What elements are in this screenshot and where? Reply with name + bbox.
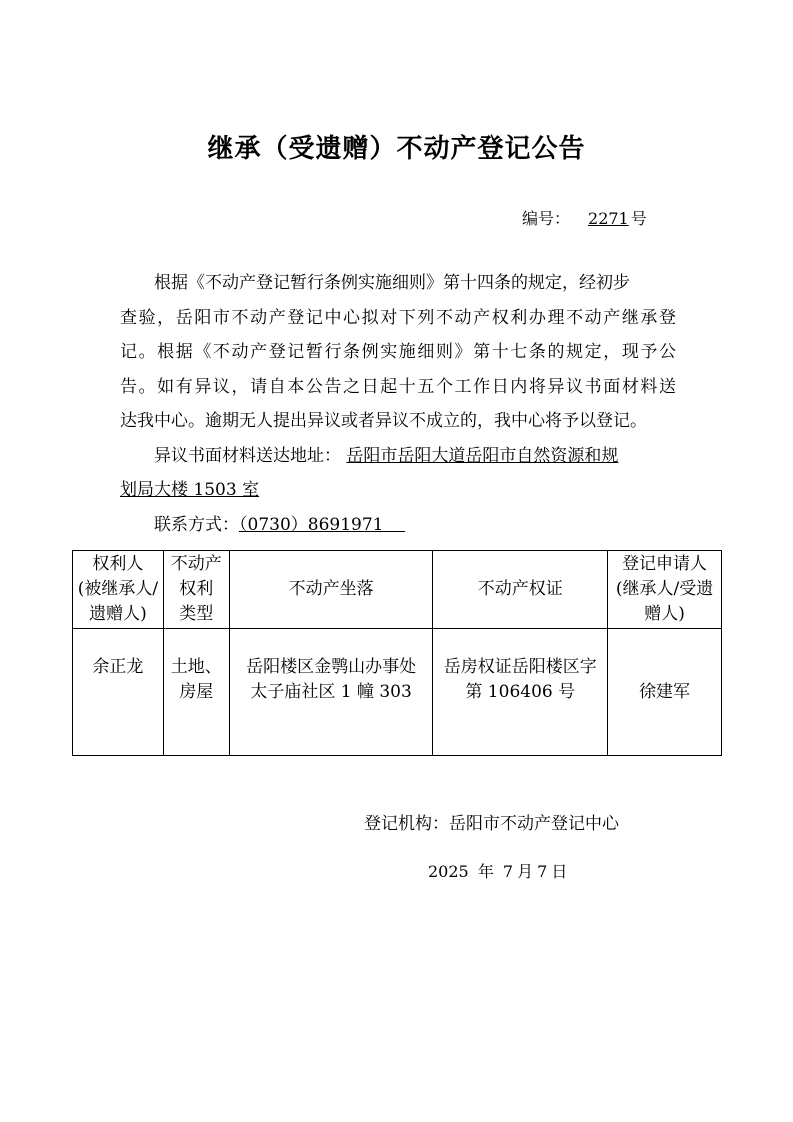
address-label: 异议书面材料送达地址： <box>154 445 341 466</box>
page-title: 继承（受遗赠）不动产登记公告 <box>207 134 586 164</box>
paragraph-line-5: 达我中心。逾期无人提出异议或者异议不成立的，我中心将予以登记。 <box>120 411 647 431</box>
serial-suffix: 号 <box>630 209 647 228</box>
table-header-row <box>73 551 722 629</box>
cell-type: 土地、 房屋 <box>163 629 229 756</box>
address-value-1: 岳阳市岳阳大道岳阳市自然资源和规 <box>346 445 619 466</box>
contact-line <box>120 508 676 543</box>
serial-label: 编号： <box>522 209 571 228</box>
header-certificate: 不动产权证 <box>433 551 608 629</box>
paragraph-line-4: 告。如有异议，请自本公告之日起十五个工作日内将异议书面材料送 <box>120 376 676 397</box>
date-year: 2025 <box>428 862 469 881</box>
paragraph-line-3: 记。根据《不动产登记暂行条例实施细则》第十七条的规定，现予公 <box>120 342 676 362</box>
date-month: 7 <box>502 862 514 881</box>
cell-certificate: 岳房权证岳阳楼区字 第 106406 号 <box>433 629 608 756</box>
org-label: 登记机构： <box>364 814 449 834</box>
registration-organization <box>364 809 619 834</box>
header-location: 不动产坐落 <box>229 551 433 629</box>
paragraph-line-2: 查验，岳阳市不动产登记中心拟对下列不动产权利办理不动产继承登 <box>120 307 676 328</box>
date-year-unit: 年 <box>477 862 494 881</box>
serial-number <box>522 206 647 229</box>
date-day-unit: 日 <box>551 862 568 881</box>
serial-value: 2271 <box>588 209 629 228</box>
address-line <box>120 439 676 474</box>
notice-body <box>120 266 676 542</box>
paragraph-line-1: 根据《不动产登记暂行条例实施细则》第十四条的规定，经初步 <box>154 273 630 293</box>
cell-location: 岳阳楼区金鹗山办事处 太子庙社区 1 幢 303 <box>229 629 433 756</box>
header-applicant: 登记申请人 (继承人/受遗 赠人) <box>608 551 722 629</box>
header-holder: 权利人 (被继承人/ 遗赠人) <box>73 551 164 629</box>
cell-holder: 余正龙 <box>73 629 164 756</box>
address-line-2 <box>120 473 676 508</box>
header-type: 不动产 权利 类型 <box>163 551 229 629</box>
address-value-2: 划局大楼 1503 室 <box>120 480 260 500</box>
table-row <box>73 629 722 756</box>
property-table <box>72 550 722 756</box>
contact-value: （0730）8691971 <box>239 514 384 535</box>
org-value: 岳阳市不动产登记中心 <box>449 814 619 834</box>
date-month-unit: 月 <box>517 862 534 881</box>
cell-applicant: 徐建军 <box>608 629 722 756</box>
contact-label: 联系方式： <box>154 514 239 535</box>
date-day: 7 <box>537 862 548 881</box>
notice-date <box>428 859 571 882</box>
